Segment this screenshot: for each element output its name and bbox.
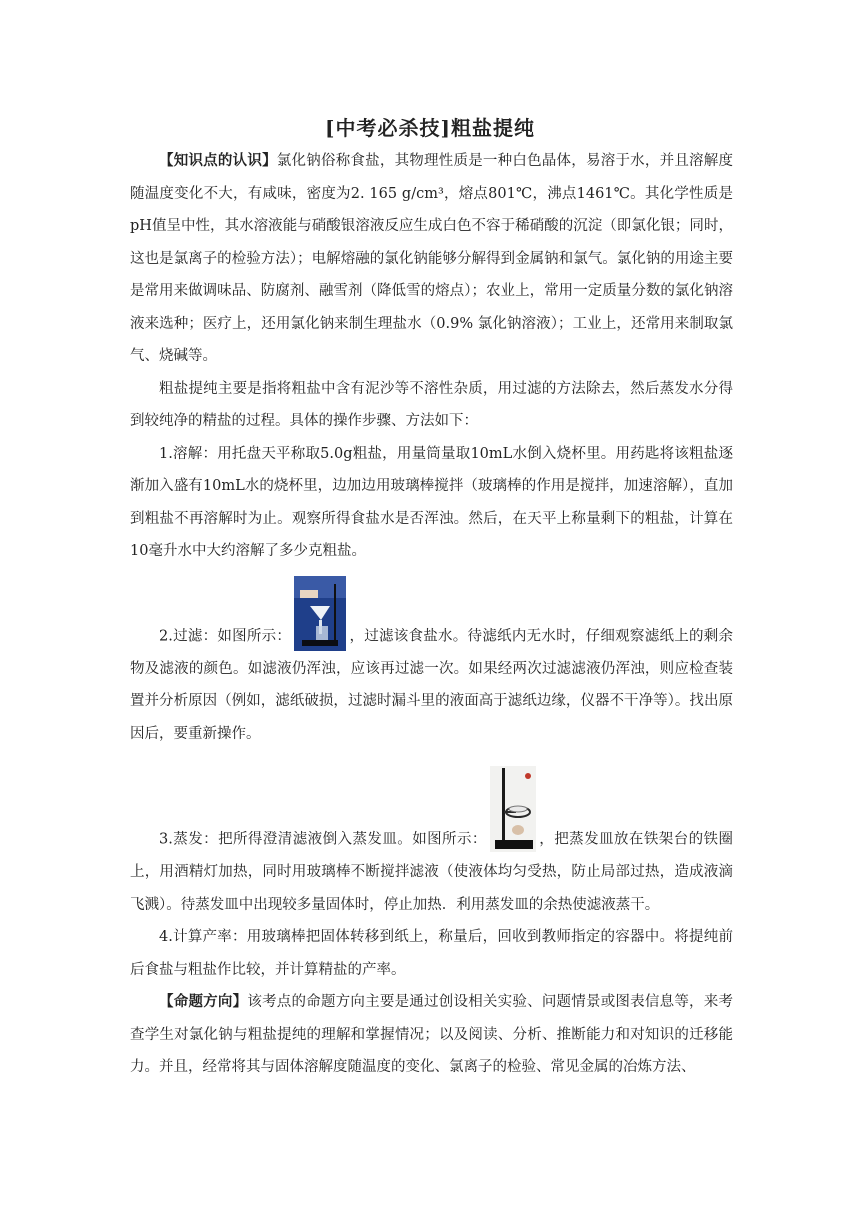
step1-paragraph: 1.溶解：用托盘天平称取5.0g粗盐，用量筒量取10mL水倒入烧杯里。用药匙将该粗盐逐渐加入盛有10mL水的烧杯里，边加边用玻璃棒搅拌（玻璃棒的作用是搅拌，加速溶解），直加到粗盐不再溶解时为止。观察所得食盐水是否浑浊。然后，在天平上称量剩下的粗盐，计算在10毫升水中大约溶解了多少克粗盐。 — [130, 445, 733, 559]
intro-paragraph: 粗盐提纯主要是指将粗盐中含有泥沙等不溶性杂质，用过滤的方法除去，然后蒸发水分得到较纯净的精盐的过程。具体的操作步骤、方法如下： — [130, 380, 733, 429]
knowledge-text: 氯化钠俗称食盐，其物理性质是一种白色晶体，易溶于水，并且溶解度随温度变化不大，有咸味，密度为2. 165 g/cm³，熔点801℃，沸点1461℃。其化学性质是pH值呈中性，其水溶液能与硝酸银溶液反应生成白色不容于稀硝酸的沉淀（即氯化银；同时，这也是氯离子的检验方法）；电解熔融的氯化钠能够分解得到金属钠和氯气。氯化钠的用途主要是常用来做调味品、防腐剂、融雪剂（降低雪的熔点）；农业上，常用一定质量分数的氯化钠溶液来选种；医疗上，还用氯化钠来制生理盐水（0.9% 氯化钠溶液）；工业上，还常用来制取氯气、烧碱等。 — [130, 153, 734, 364]
step3-before: 3.蒸发：把所得澄清滤液倒入蒸发皿。如图所示： — [159, 831, 487, 848]
step3-paragraph — [130, 766, 733, 921]
document-title: [中考必杀技]粗盐提纯 — [325, 116, 535, 140]
knowledge-label: 【知识点的认识】 — [159, 152, 277, 169]
knowledge-paragraph — [130, 145, 733, 373]
step4-paragraph: 4.计算产率：用玻璃棒把固体转移到纸上，称量后，回收到教师指定的容器中。将提纯前后食盐与粗盐作比较，并计算精盐的产率。 — [130, 929, 733, 978]
document-body — [130, 145, 733, 1084]
step3-after: ，把蒸发皿放在铁架台的铁圈上，用酒精灯加热，同时用玻璃棒不断搅拌滤液（使液体均匀受热，防止局部过热，造成液滴飞溅）。待蒸发皿中出现较多量固体时，停止加热．利用蒸发皿的余热使滤液蒸干。 — [130, 831, 733, 913]
evaporation-image — [490, 766, 536, 852]
step2-paragraph — [130, 576, 733, 751]
filtration-image — [294, 576, 346, 651]
direction-label: 【命题方向】 — [159, 993, 248, 1010]
direction-text: 该考点的命题方向主要是通过创设相关实验、问题情景或图表信息等，来考查学生对氯化钠与粗盐提纯的理解和掌握情况；以及阅读、分析、推断能力和对知识的迁移能力。并且，经常将其与固体溶解度随温度的变化、氯离子的检验、常见金属的冶炼方法、 — [130, 994, 733, 1075]
step2-after: ，过滤该食盐水。待滤纸内无水时，仔细观察滤纸上的剩余物及滤液的颜色。如滤液仍浑浊，应该再过滤一次。如果经两次过滤滤液仍浑浊，则应检查装置并分析原因（例如，滤纸破损，过滤时漏斗里的液面高于滤纸边缘，仪器不干净等）。找出原因后，要重新操作。 — [130, 628, 734, 742]
direction-paragraph — [130, 986, 733, 1084]
step2-before: 2.过滤：如图所示： — [159, 628, 292, 644]
